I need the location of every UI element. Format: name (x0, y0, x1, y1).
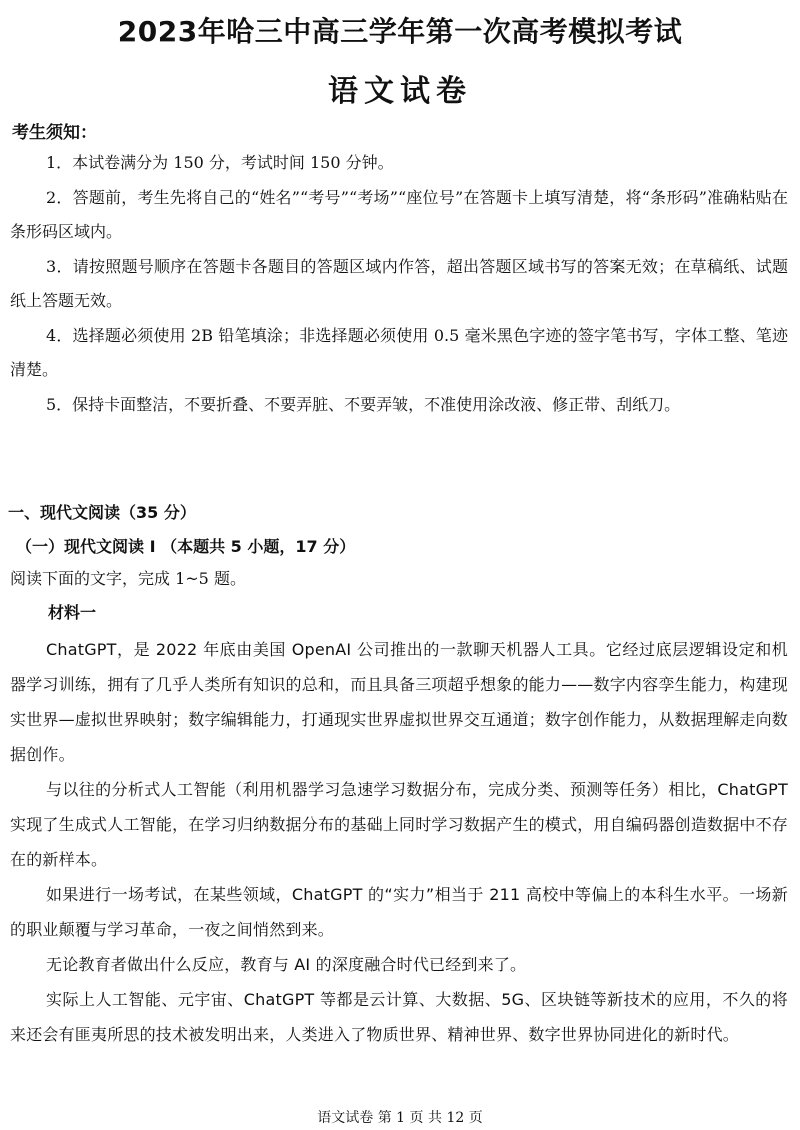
section-subheading: （一）现代文阅读 I （本题共 5 小题，17 分） (16, 537, 356, 556)
reading-passage (10, 632, 788, 1052)
notice-list (10, 146, 788, 422)
page-subtitle: 语文试卷 (328, 74, 472, 109)
section-heading: 一、现代文阅读（35 分） (8, 503, 196, 522)
material-title: 材料一 (48, 603, 97, 622)
passage-paragraph: 实际上人工智能、元宇宙、ChatGPT 等都是云计算、大数据、5G、区块链等新技术的应用，不久的将来还会有匪夷所思的技术被发明出来，人类进入了物质世界、精神世界、数字世界协同进化的新时代。 (10, 990, 788, 1044)
notice-item: 3．请按照题号顺序在答题卡各题目的答题区域内作答，超出答题区域书写的答案无效；在草稿纸、试题纸上答题无效。 (10, 256, 788, 310)
notice-item: 1．本试卷满分为 150 分，考试时间 150 分钟。 (46, 153, 394, 172)
notice-item: 5．保持卡面整洁，不要折叠、不要弄脏、不要弄皱，不准使用涂改液、修正带、刮纸刀。 (46, 394, 681, 414)
page-title: 2023年哈三中高三学年第一次高考模拟考试 (117, 15, 683, 48)
reading-instruction: 阅读下面的文字，完成 1~5 题。 (10, 569, 246, 588)
notice-heading: 考生须知： (12, 123, 97, 143)
passage-paragraph: ChatGPT，是 2022 年底由美国 OpenAI 公司推出的一款聊天机器人工具。它经过底层逻辑设定和机器学习训练，拥有了几乎人类所有知识的总和，而且具备三项超乎想象的能力——数字内容孪生能力，构建现实世界—虚拟世界映射；数字编辑能力，打通现实世界虚拟世界交互通道；数字创作能力，从数据理解走向数据创作。 (10, 640, 788, 764)
passage-paragraph: 如果进行一场考试，在某些领域，ChatGPT 的“实力”相当于 211 高校中等偏上的本科生水平。一场新的职业颠覆与学习革命，一夜之间悄然到来。 (10, 885, 788, 939)
page-footer: 语文试卷 第 1 页 共 12 页 (317, 1110, 483, 1126)
notice-item: 2．答题前，考生先将自己的“姓名”“考号”“考场”“座位号”在答题卡上填写清楚，将“条形码”准确粘贴在条形码区域内。 (10, 187, 788, 241)
notice-item: 4．选择题必须使用 2B 铅笔填涂；非选择题必须使用 0.5 毫米黑色字迹的签字笔书写，字体工整、笔迹清楚。 (10, 325, 788, 379)
passage-paragraph: 无论教育者做出什么反应，教育与 AI 的深度融合时代已经到来了。 (46, 955, 527, 974)
passage-paragraph: 与以往的分析式人工智能（利用机器学习急速学习数据分布，完成分类、预测等任务）相比，ChatGPT 实现了生成式人工智能，在学习归纳数据分布的基础上同时学习数据产生的模式，用自编码器创造数据中不存在的新样本。 (10, 780, 788, 869)
